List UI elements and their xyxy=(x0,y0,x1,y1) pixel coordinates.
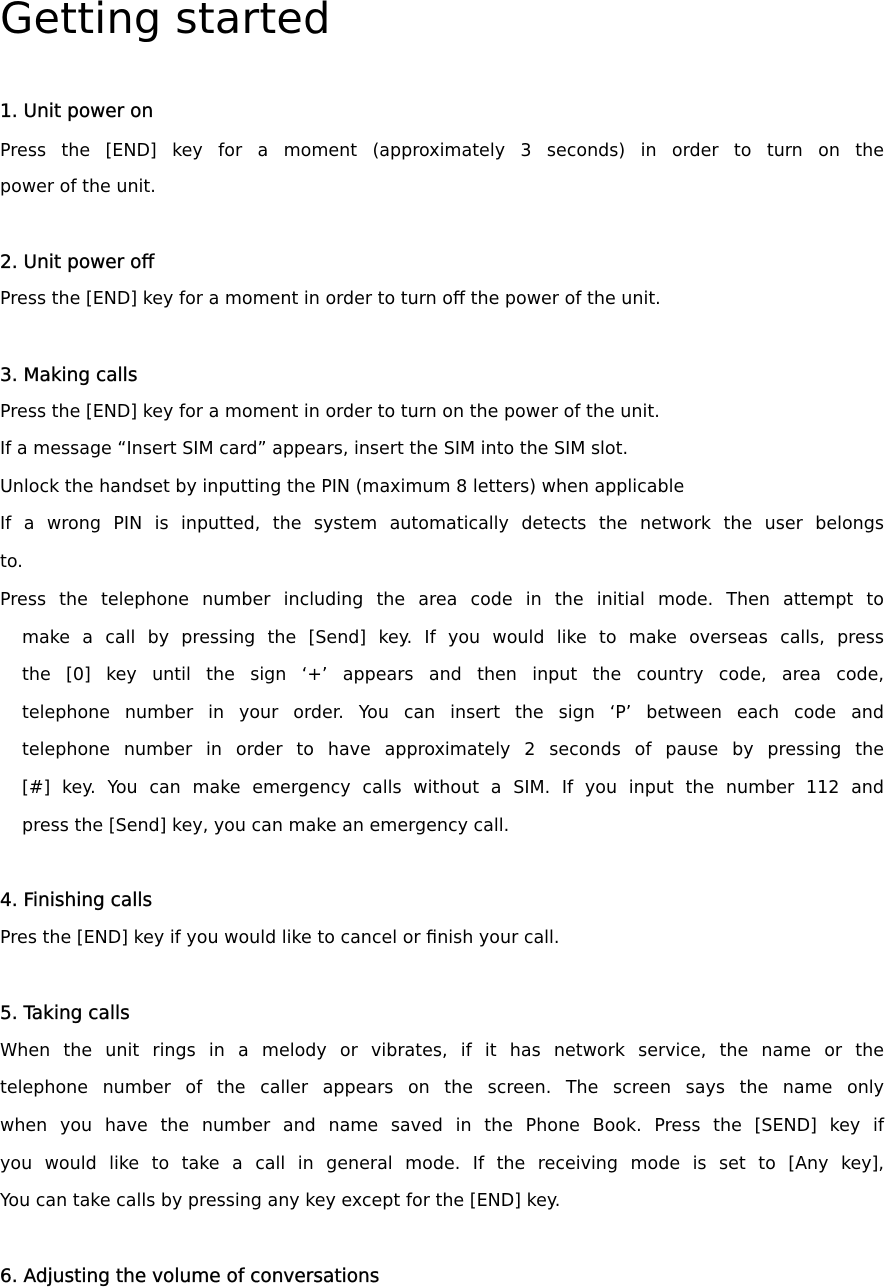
paragraph-line: when you have the number and name saved in the Phone Book. Press the [SEND] key if xyxy=(0,1116,884,1136)
paragraph-line: telephone number in order to have approximately 2 seconds of pause by pressing the xyxy=(22,740,884,760)
paragraph-line: press the [Send] key, you can make an emergency call. xyxy=(22,816,510,836)
paragraph-line: power of the unit. xyxy=(0,177,156,197)
page-title: Getting started xyxy=(0,0,331,44)
paragraph-line: telephone number of the caller appears on the screen. The screen says the name only xyxy=(0,1078,884,1098)
paragraph-line: you would like to take a call in general mode. If the receiving mode is set to [Any key], xyxy=(0,1154,884,1174)
section-heading-finishing-calls: 4. Finishing calls xyxy=(0,890,153,911)
section-heading-unit-power-on: 1. Unit power on xyxy=(0,101,154,122)
section-heading-making-calls: 3. Making calls xyxy=(0,365,138,386)
paragraph-line: If a message “Insert SIM card” appears, insert the SIM into the SIM slot. xyxy=(0,439,629,459)
paragraph-line: You can take calls by pressing any key except for the [END] key. xyxy=(0,1191,561,1211)
section-heading-adjusting-volume: 6. Adjusting the volume of conversations xyxy=(0,1266,380,1287)
paragraph-line: Press the [END] key for a moment in order to turn off the power of the unit. xyxy=(0,289,661,309)
paragraph-line: make a call by pressing the [Send] key. If you would like to make overseas calls, press xyxy=(22,628,884,648)
paragraph-line: When the unit rings in a melody or vibrates, if it has network service, the name or the xyxy=(0,1041,884,1061)
paragraph-line: If a wrong PIN is inputted, the system automatically detects the network the user belongs xyxy=(0,514,884,534)
paragraph-line: Press the [END] key for a moment in order to turn on the power of the unit. xyxy=(0,402,660,422)
paragraph-line: telephone number in your order. You can insert the sign ‘P’ between each code and xyxy=(22,703,884,723)
paragraph-line: Unlock the handset by inputting the PIN (maximum 8 letters) when applicable xyxy=(0,477,685,497)
paragraph-line: Press the telephone number including the area code in the initial mode. Then attempt to xyxy=(0,590,884,610)
paragraph-line: [#] key. You can make emergency calls without a SIM. If you input the number 112 and xyxy=(22,778,884,798)
section-heading-taking-calls: 5. Taking calls xyxy=(0,1003,130,1024)
section-heading-unit-power-off: 2. Unit power off xyxy=(0,252,155,273)
paragraph-line: Press the [END] key for a moment (approximately 3 seconds) in order to turn on the xyxy=(0,141,884,161)
paragraph-line: the [0] key until the sign ‘+’ appears and then input the country code, area code, xyxy=(22,665,884,685)
paragraph-line: to. xyxy=(0,552,23,572)
paragraph-line: Pres the [END] key if you would like to cancel or finish your call. xyxy=(0,928,560,948)
